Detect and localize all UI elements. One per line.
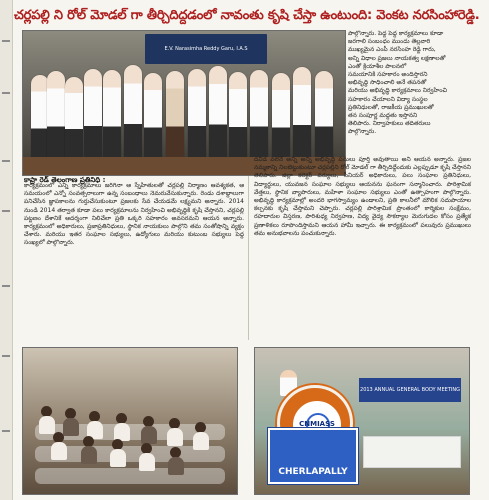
main-event-photo bbox=[22, 30, 346, 176]
stage-table bbox=[363, 436, 461, 468]
audience-photo bbox=[22, 347, 238, 495]
stage-banner: 2013 ANNUAL GENERAL BODY MEETING bbox=[359, 378, 461, 402]
page-edge-strip bbox=[0, 0, 13, 500]
podium-photo bbox=[254, 347, 470, 495]
podium bbox=[268, 428, 358, 484]
article-headline: చర్లపల్లి ని రోల్ మోడల్ గా తీర్చిదిద్దడంలో నావంతు కృషి చేస్తా ఉంటుంది: వెంకట నరసింహారెడ్డి. bbox=[14, 8, 480, 23]
photo-banner: E.V. Narasimha Reddy Garu, I.A.S bbox=[145, 34, 267, 64]
column-divider bbox=[248, 176, 249, 340]
body-right-column: దవిడ వలెనే అన్ని అన్ని అభివృద్ధి పనులు పూర్తి అవుతాయి అని ఆయన అన్నారు. ప్రజల నమ్మకాన్ని నిలబెట్టుకుంటూ చర్లపల్లిని రోల్ మోడల్ గా తీర్చిదిద్దేందుకు ఎల్లప్పుడూ కృషి చేస్తానని తెలిపారు. జిల్లా కలెక్టర్ వర్యులు, సీనియర్ అధికారులు, పలు సంఘాల ప్రతినిధులు, విద్యార్థులు, యువజన సంఘాల సభ్యులు ఆయనను ఘనంగా సన్మానించారు. పారిశ్రామిక వేత్తలు, స్థానిక వ్యాపారులు, మహిళా సంఘాల సభ్యులు ఎంతో ఉత్సాహంగా పాల్గొన్నారు. అభివృద్ధి కార్యక్రమాల్లో అందరి భాగస్వామ్యం ఉండాలని, ప్రతి కాలనీలో మౌలిక సదుపాయాల కల్పనకు కృషి చేస్తామని చెప్పారు. చర్లపల్లి పారిశ్రామిక ప్రాంతంలో కార్మికుల సంక్షేమం, రహదారుల విస్తరణ, పారిశుధ్య నిర్వహణ, విద్య వైద్య సౌకర్యాల మెరుగుదల కోసం ప్రత్యేక ప్రణాళికలు రూపొందిస్తామని ఆయన హామీ ఇచ్చారు. ఈ కార్యక్రమంలో పలువురు ప్రముఖులు తమ అనుభవాలను పంచుకున్నారు. bbox=[254, 156, 473, 237]
logo-text: CNMIASS bbox=[299, 420, 335, 428]
body-left-column: కార్యక్రమంలో ఎన్ని కార్యక్రమాలు జరిగినా ఆ స్నేహితులతో చర్లపల్లి నిర్మాణం ఆవశ్యకత, ఆ సమయంలో ఎన్నో సంవత్సరాలుగా ఉన్న సంబంధాలు నెమరువేసుకున్నారు. రెండు దశాబ్దాలుగా పనిచేసిన జ్ఞాపకాలను గుర్తుచేసుకుంటూ ప్రజలకు సేవ చేయడమే లక్ష్యమని అన్నారు. 2014 నుండి 2014 తర్వాత కూడా పలు కార్యక్రమాలను నిర్వహించి అభివృద్ధికి కృషి చేస్తానని, చర్లపల్లి పట్టణం దేశానికే ఆదర్శంగా నిలిచేలా ప్రతి ఒక్కరి సహకారం అవసరమని ఆయన అన్నారు. కార్యక్రమంలో అధికారులు, ప్రజాప్రతినిధులు, స్థానిక నాయకులు పాల్గొని తమ సంతోషాన్ని వ్యక్తం చేశారు. మరియు ఇతర సంఘాల సభ్యులు, ఉద్యోగులు మరియు కుటుంబ సభ్యులు పెద్ద సంఖ్యలో పాల్గొన్నారు. bbox=[24, 182, 246, 247]
right-column-text: పాల్గొన్నారు. పెద్ద పెద్ద కార్యక్రమాలు కూడా జరగాలి సంబంధం ముందు తెల్లవారి ముఖ్యమైన ఎంపీ నరసింహ రెడ్డి గారు, అన్ని విధాల ప్రజలు నాయకత్వ లక్షణాలతో ఎంతో క్రియాశీల పాలనలో సమయానికి సహకారం అందిస్తారని అభివృద్ధి సాధించాలి అనే తపనతో మరియు అభివృద్ధి కార్యక్రమాలు నిర్వహించి సహకారం చేయాలని విద్యా సంస్థల ప్రతినిధులతో, రాజకీయ ప్రముఖులతో తన సంపూర్ణ మద్దతు ఇస్తానని తెలిపారు. నిర్వాహకులు తదితరులు పాల్గొన్నారు. bbox=[348, 30, 448, 136]
podium-text: CHERLAPALLY bbox=[278, 467, 348, 477]
article-byline: కాప్రా రెడ్ తెలంగాణ ప్రతినిధి : bbox=[24, 176, 106, 184]
